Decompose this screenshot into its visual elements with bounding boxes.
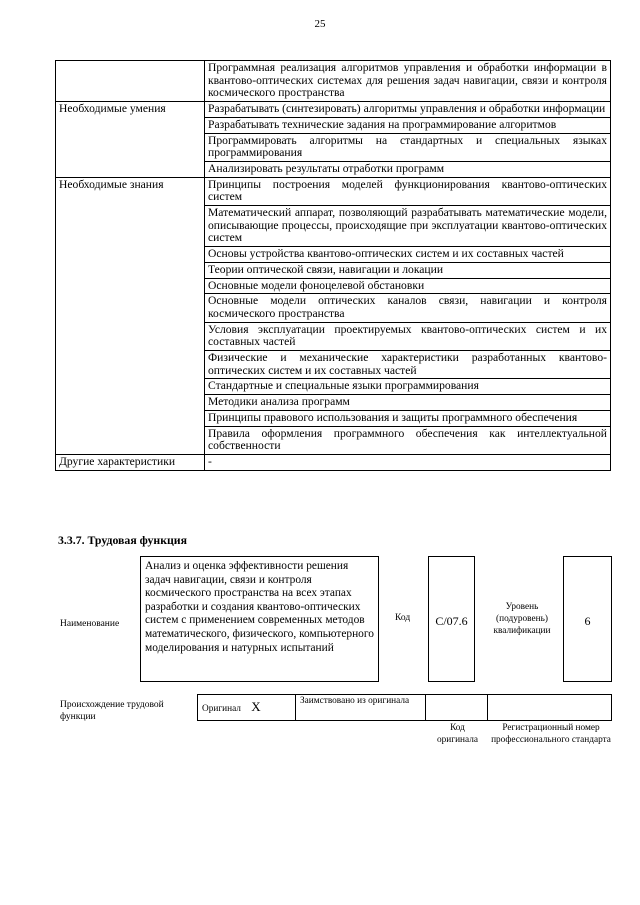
level-label: Уровень (подуровень) квалификации <box>493 602 551 636</box>
requirement-item: - <box>205 454 611 470</box>
requirement-item: Теории оптической связи, навигации и локации <box>205 262 611 278</box>
requirement-item: Физические и механические характеристики разработанных квантово-оптических систем и их составных частей <box>205 351 611 379</box>
row-group-label: Необходимые знания <box>56 177 205 454</box>
function-level-box: 6 <box>563 556 612 682</box>
requirements-table <box>55 60 611 471</box>
original-mark: X <box>251 698 261 714</box>
original-label: Оригинал <box>202 703 241 714</box>
requirement-item: Условия эксплуатации проектируемых квантово-оптических систем и их составных частей <box>205 322 611 350</box>
requirement-item: Основные модели оптических каналов связи, навигации и контроля космического пространства <box>205 294 611 322</box>
requirement-item: Стандартные и специальные языки программирования <box>205 379 611 395</box>
reg-number-caption: Регистрационный номер профессионального стандарта <box>491 723 611 745</box>
requirement-item: Анализировать результаты отработки программ <box>205 161 611 177</box>
row-group-label: Другие характеристики <box>56 454 205 470</box>
original-code-cell <box>426 695 488 721</box>
requirement-item: Принципы построения моделей функционирования квантово-оптических систем <box>205 177 611 205</box>
function-name-box: Анализ и оценка эффективности решения задач навигации, связи и контроля космического пространства на всех этапах разработки и создания квантово-оптических систем с применением современных методов математического, физического, компьютерного моделирования и натурных испытаний <box>140 556 379 682</box>
requirement-item: Правила оформления программного обеспечения как интеллектуальной собственности <box>205 426 611 454</box>
section-title: 3.3.7. Трудовая функция <box>58 533 187 547</box>
requirement-item: Основные модели фоноцелевой обстановки <box>205 278 611 294</box>
table-row <box>56 102 611 118</box>
page-number: 25 <box>314 18 326 30</box>
original-code-caption: Код оригинала <box>436 723 478 745</box>
requirement-item: Программная реализация алгоритмов управления и обработки информации в квантово-оптических системах для решения задач навигации, связи и контроля космического пространства <box>205 61 611 102</box>
name-label: Наименование <box>60 619 120 629</box>
requirement-item: Программировать алгоритмы на стандартных и специальных языках программирования <box>205 133 611 161</box>
borrowed-cell: Заимствовано из оригинала <box>296 695 426 721</box>
requirement-item: Математический аппарат, позволяющий разрабатывать математические модели, описывающие процессы, происходящие при эксплуатации квантово-оптических систем <box>205 206 611 247</box>
table-row <box>56 177 611 205</box>
original-cell <box>198 695 296 721</box>
requirement-item: Основы устройства квантово-оптических систем и их составных частей <box>205 247 611 263</box>
requirement-item: Методики анализа программ <box>205 395 611 411</box>
reg-number-cell <box>488 695 612 721</box>
table-row <box>56 454 611 470</box>
row-group-label <box>56 61 205 102</box>
table-row <box>56 61 611 102</box>
requirement-item: Разрабатывать (синтезировать) алгоритмы управления и обработки информации <box>205 102 611 118</box>
requirement-item: Разрабатывать технические задания на программирование алгоритмов <box>205 117 611 133</box>
code-label: Код <box>395 613 411 623</box>
origin-table <box>197 694 612 721</box>
origin-label: Происхождение трудовой функции <box>60 700 164 722</box>
row-group-label: Необходимые умения <box>56 102 205 178</box>
requirement-item: Принципы правового использования и защиты программного обеспечения <box>205 410 611 426</box>
function-code-box: C/07.6 <box>428 556 475 682</box>
